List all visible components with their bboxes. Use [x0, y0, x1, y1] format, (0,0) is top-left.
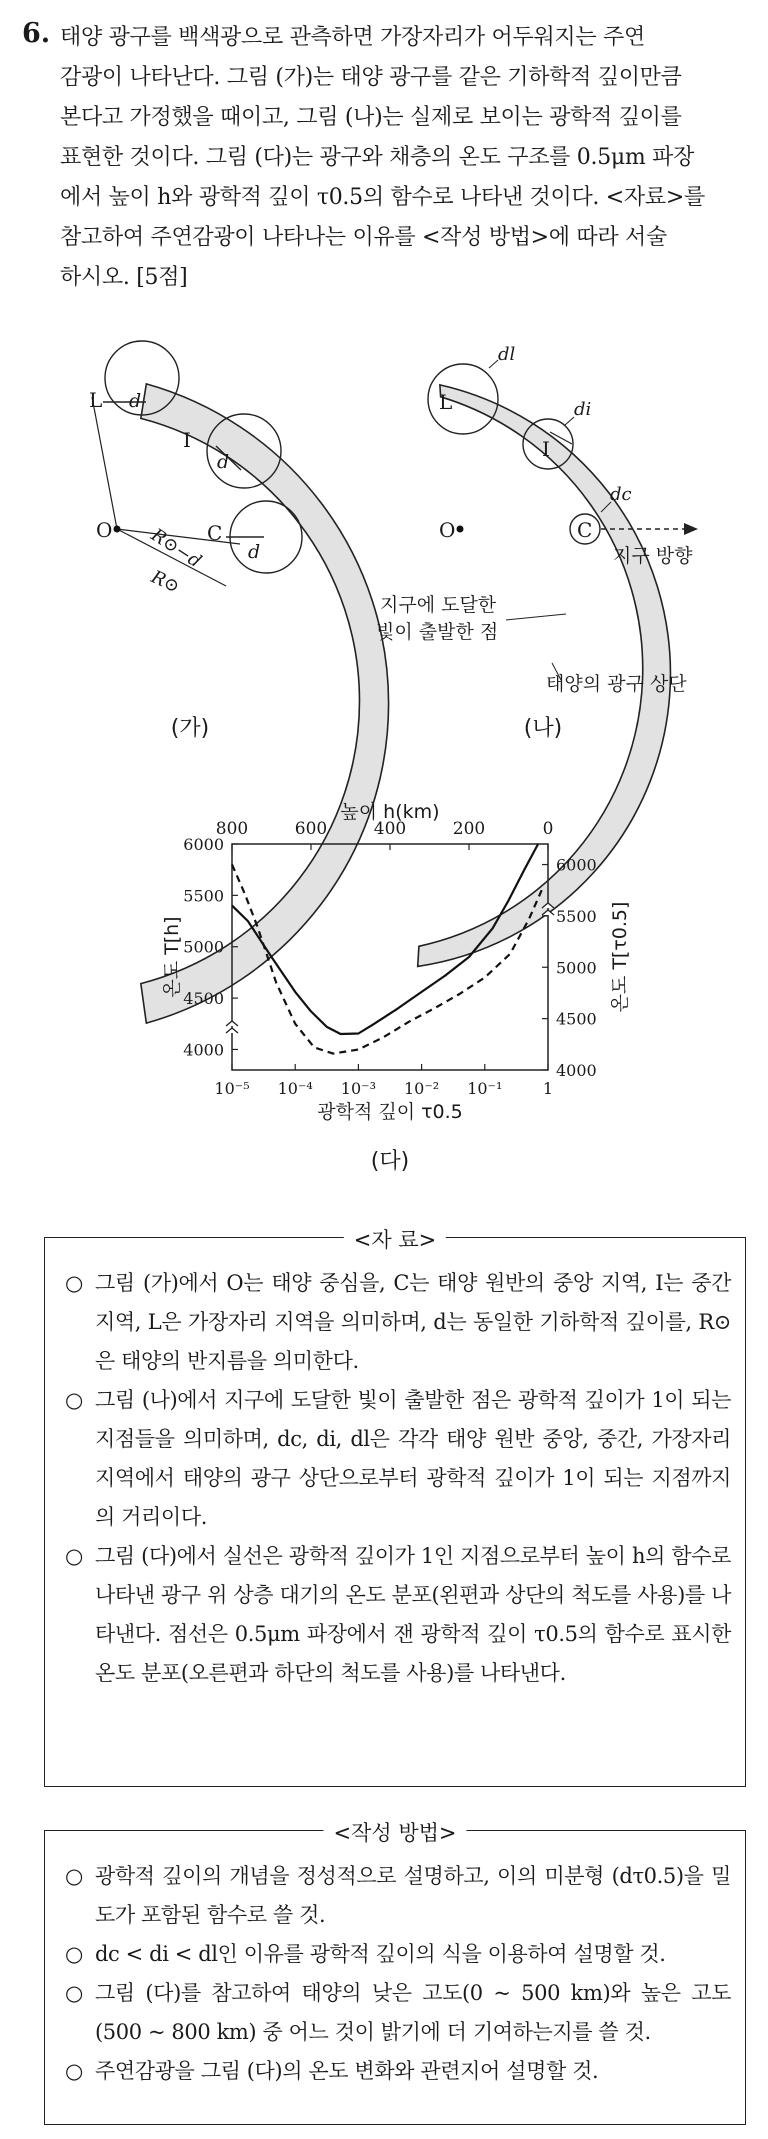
chart-right-axis-label: 온도 T[τ0.5]	[609, 901, 631, 1013]
question-line: 에서 높이 h와 광학적 깊이 τ0.5의 함수로 나타낸 것이다. <자료>를	[60, 185, 705, 210]
ga-center-dot	[114, 526, 121, 533]
ga-caption: (가)	[170, 716, 210, 741]
bottom-axis-tick-label: 10⁻⁵	[214, 1079, 250, 1098]
arrow-right-icon	[684, 523, 698, 535]
ga-label-O: O	[96, 518, 113, 542]
chart-top-axis-label: 높이 h(km)	[340, 801, 440, 823]
ga-label-r-minus-d: R⊙−d	[147, 524, 206, 573]
method-item-text: dc < di < dl인 이유를 광학적 깊이의 식을 이용하여 설명할 것.	[95, 1942, 666, 1966]
method-box-title: <작성 방법>	[323, 1817, 466, 1847]
na-label-L: L	[439, 390, 453, 414]
data-box	[44, 1228, 746, 1787]
ga-label-d-I: d	[217, 451, 230, 473]
bullet-icon: ○	[65, 1388, 83, 1412]
na-label-dl: dl	[498, 344, 516, 365]
left-axis-tick-label: 5000	[183, 937, 224, 957]
right-axis-tick-label: 5000	[556, 958, 597, 978]
question-number: 6.	[22, 18, 51, 49]
data-item-text: 그림 (가)에서 O는 태양 중심을, C는 태양 원반의 중앙 지역, I는 중간 지역, L은 가장자리 지역을 의미하며, d는 동일한 기하학적 깊이를, R⊙은 태양의 반지름을 의미한다.	[95, 1271, 731, 1373]
left-axis-tick-label: 4500	[183, 989, 224, 1009]
bullet-icon: ○	[65, 1271, 83, 1295]
na-label-I: I	[542, 437, 550, 461]
chart-left-axis-label: 온도 T[h]	[161, 916, 183, 998]
left-axis-tick-label: 5500	[183, 886, 224, 906]
figure-na	[373, 344, 698, 966]
na-label-O: O	[439, 518, 456, 542]
right-axis-tick-label: 5500	[556, 906, 597, 926]
bottom-axis-tick-label: 1	[542, 1079, 554, 1098]
right-axis-tick-label: 4500	[556, 1009, 597, 1029]
figure-ga	[89, 341, 389, 1023]
method-box-list	[65, 1857, 731, 2091]
method-item	[65, 1857, 731, 1935]
bottom-axis-tick-label: 10⁻²	[403, 1079, 440, 1098]
top-axis-tick-label: 800	[215, 819, 249, 839]
na-leader-origin	[506, 614, 566, 620]
bullet-icon: ○	[65, 2059, 83, 2083]
bottom-axis-tick-label: 10⁻¹	[467, 1079, 503, 1098]
method-item	[65, 2052, 731, 2091]
series-line-dashed	[232, 865, 542, 1054]
method-item-text: 주연감광을 그림 (다)의 온도 변화와 관련지어 설명할 것.	[95, 2059, 599, 2083]
bullet-icon: ○	[65, 1981, 83, 2005]
na-label-C: C	[577, 518, 593, 542]
data-box-list	[65, 1264, 731, 1693]
na-center-dot	[457, 526, 464, 533]
top-axis-tick-label: 600	[294, 819, 328, 839]
na-leader-dl	[489, 360, 498, 368]
right-axis-tick-label: 6000	[556, 855, 597, 875]
na-origin-label-2: 빛이 출발한 점	[376, 621, 499, 643]
ga-radius-to-L	[92, 397, 117, 529]
data-item	[65, 1381, 731, 1537]
ga-label-r: R⊙	[147, 566, 183, 598]
na-label-di: di	[574, 399, 592, 420]
bottom-axis-tick-label: 10⁻⁴	[277, 1079, 313, 1098]
method-item	[65, 1935, 731, 1974]
figure-da-chart	[161, 801, 631, 1174]
bottom-axis-tick-label: 10⁻³	[340, 1079, 377, 1098]
question-line: 하시오. [5점]	[60, 265, 188, 290]
na-photosphere-top-label: 태양의 광구 상단	[546, 673, 687, 695]
ga-label-d-L: d	[129, 390, 142, 412]
bullet-icon: ○	[65, 1864, 83, 1888]
left-axis-tick-label: 6000	[183, 835, 224, 854]
method-item-text: 광학적 깊이의 개념을 정성적으로 설명하고, 이의 미분형 (dτ0.5)을 밀도가 포함된 함수로 쓸 것.	[95, 1864, 731, 1927]
na-origin-label-1: 지구에 도달한	[380, 594, 497, 616]
na-caption: (나)	[523, 716, 563, 741]
data-item-text: 그림 (다)에서 실선은 광학적 깊이가 1인 지점으로부터 높이 h의 함수로 나타낸 광구 위 상층 대기의 온도 분포(왼편과 상단의 척도를 사용)를 나타낸다. 점선은 0.5μm 파장에서 잰 광학적 깊이 τ0.5의 함수로 표시한 온도 분포(오른편과 하단의 척도를 사용)를 나타낸다.	[95, 1544, 731, 1685]
chart-caption: (다)	[370, 1149, 410, 1174]
data-item-text: 그림 (나)에서 지구에 도달한 빛이 출발한 점은 광학적 깊이가 1이 되는 지점들을 의미하며, dc, di, dl은 각각 태양 원반 중앙, 중간, 가장자리 지역에서 태양의 광구 상단으로부터 광학적 깊이가 1이 되는 지점까지의 거리이다.	[95, 1388, 731, 1529]
chart-plot-frame	[232, 844, 548, 1070]
na-leader-di	[565, 417, 574, 425]
ga-circle-L	[105, 341, 179, 415]
method-item-text: 그림 (다)를 참고하여 태양의 낮은 고도(0 ~ 500 km)와 높은 고도(500 ~ 800 km) 중 어느 것이 밝기에 더 기여하는지를 쓸 것.	[95, 1981, 731, 2044]
chart-bottom-axis-label: 광학적 깊이 τ0.5	[317, 1101, 463, 1123]
top-axis-tick-label: 0	[542, 819, 554, 839]
question-line: 참고하여 주연감광이 나타나는 이유를 <작성 방법>에 따라 서술	[60, 225, 667, 250]
bullet-icon: ○	[65, 1544, 83, 1568]
right-axis-tick-label: 4000	[556, 1061, 597, 1080]
question-line: 본다고 가정했을 때이고, 그림 (나)는 실제로 보이는 광학적 깊이를	[60, 105, 682, 130]
top-axis-tick-label: 400	[373, 819, 407, 839]
bullet-icon: ○	[65, 1942, 83, 1966]
top-axis-tick-label: 200	[452, 819, 486, 839]
data-box-title: <자 료>	[344, 1224, 446, 1254]
question-line: 태양 광구를 백색광으로 관측하면 가장자리가 어두워지는 주연	[60, 25, 645, 50]
ga-label-d-C: d	[248, 541, 261, 563]
data-item	[65, 1537, 731, 1693]
question-line: 감광이 나타난다. 그림 (가)는 태양 광구를 같은 기하학적 깊이만큼	[60, 65, 682, 90]
method-box	[44, 1821, 746, 2125]
na-label-dc: dc	[610, 484, 632, 505]
question-line: 표현한 것이다. 그림 (다)는 광구와 채층의 온도 구조를 0.5μm 파장	[60, 145, 695, 170]
na-earth-direction: 지구 방향	[613, 545, 693, 567]
ga-label-L: L	[89, 388, 103, 412]
data-item	[65, 1264, 731, 1381]
ga-label-C: C	[207, 521, 223, 545]
ga-label-I: I	[183, 428, 191, 452]
left-axis-tick-label: 4000	[183, 1040, 224, 1060]
method-item	[65, 1974, 731, 2052]
